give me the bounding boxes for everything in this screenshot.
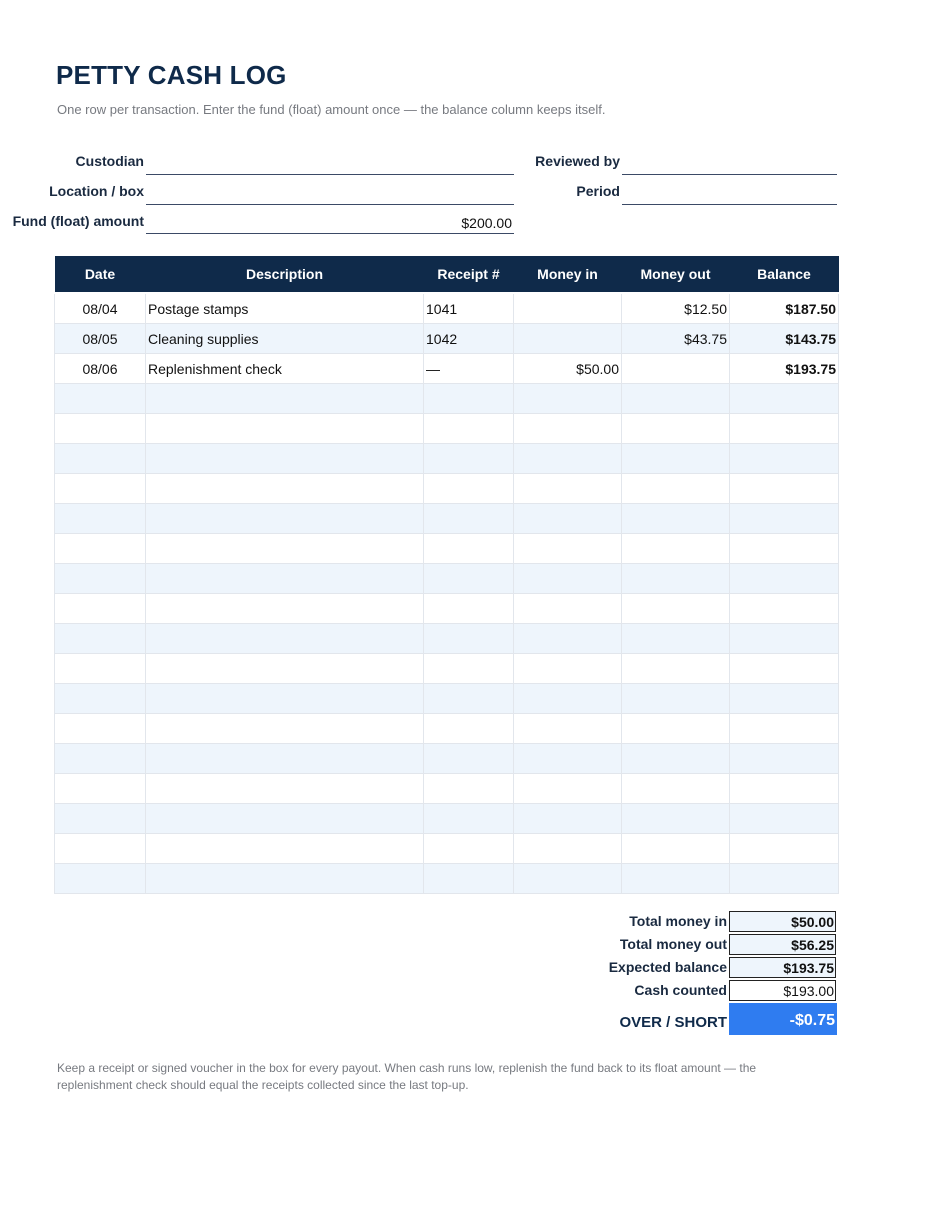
- cell-balance: [730, 744, 839, 774]
- cell-money-in[interactable]: [514, 744, 622, 774]
- cell-receipt[interactable]: [424, 744, 514, 774]
- cell-money-out[interactable]: [622, 354, 730, 384]
- period-label: Period: [576, 183, 620, 199]
- cell-date[interactable]: [55, 384, 146, 414]
- cell-balance: $187.50: [730, 293, 839, 324]
- reviewed-by-label: Reviewed by: [535, 153, 620, 169]
- cell-money-in[interactable]: [514, 714, 622, 744]
- cell-description[interactable]: [146, 714, 424, 744]
- cell-date[interactable]: [55, 564, 146, 594]
- cell-description[interactable]: [146, 744, 424, 774]
- cell-date[interactable]: [55, 534, 146, 564]
- cell-date[interactable]: 08/04: [55, 293, 146, 324]
- cell-receipt[interactable]: [424, 654, 514, 684]
- cell-money-out[interactable]: [622, 624, 730, 654]
- cell-receipt[interactable]: [424, 564, 514, 594]
- total-money-in-label: Total money in: [629, 913, 727, 929]
- cell-receipt[interactable]: 1041: [424, 293, 514, 324]
- cell-date[interactable]: [55, 414, 146, 444]
- cell-money-in[interactable]: [514, 804, 622, 834]
- reviewed-by-field[interactable]: [622, 154, 837, 175]
- cell-money-out[interactable]: [622, 744, 730, 774]
- cell-balance: [730, 864, 839, 894]
- cell-balance: [730, 534, 839, 564]
- cell-balance: [730, 834, 839, 864]
- fund-amount-field[interactable]: $200.00: [146, 213, 514, 234]
- cell-date[interactable]: [55, 654, 146, 684]
- column-header-money-in: Money in: [514, 256, 622, 293]
- column-header-receipt: Receipt #: [424, 256, 514, 293]
- table-row-empty: [55, 744, 839, 774]
- cell-description[interactable]: [146, 414, 424, 444]
- cell-date[interactable]: [55, 444, 146, 474]
- table-row-empty: [55, 624, 839, 654]
- total-money-in-value: $50.00: [729, 911, 836, 932]
- cell-description[interactable]: [146, 474, 424, 504]
- table-row-empty: [55, 834, 839, 864]
- table-row: [55, 324, 839, 354]
- cell-money-in[interactable]: [514, 774, 622, 804]
- cell-money-in[interactable]: [514, 624, 622, 654]
- cell-date[interactable]: [55, 804, 146, 834]
- cash-counted-label: Cash counted: [634, 982, 727, 998]
- period-field[interactable]: [622, 184, 837, 205]
- cell-balance: [730, 624, 839, 654]
- cell-money-in[interactable]: [514, 654, 622, 684]
- location-field[interactable]: [146, 184, 514, 205]
- over-short-value: -$0.75: [729, 1003, 837, 1035]
- cell-money-in[interactable]: [514, 594, 622, 624]
- cell-money-in[interactable]: [514, 864, 622, 894]
- cell-receipt[interactable]: [424, 684, 514, 714]
- cell-date[interactable]: [55, 714, 146, 744]
- cell-money-out[interactable]: [622, 864, 730, 894]
- table-row: [55, 354, 839, 384]
- cell-balance: [730, 594, 839, 624]
- location-label: Location / box: [49, 183, 144, 199]
- total-money-out-value: $56.25: [729, 934, 836, 955]
- cell-balance: $193.75: [730, 354, 839, 384]
- cell-money-in[interactable]: [514, 684, 622, 714]
- cell-receipt[interactable]: [424, 804, 514, 834]
- table-row-empty: [55, 654, 839, 684]
- cell-date[interactable]: [55, 864, 146, 894]
- table-row-empty: [55, 774, 839, 804]
- cell-date[interactable]: [55, 774, 146, 804]
- column-header-date: Date: [55, 256, 146, 293]
- cell-receipt[interactable]: [424, 534, 514, 564]
- transaction-table: [54, 256, 839, 894]
- cell-description[interactable]: [146, 654, 424, 684]
- cell-money-in[interactable]: [514, 324, 622, 354]
- cell-description[interactable]: Postage stamps: [146, 293, 424, 324]
- cell-money-out[interactable]: [622, 804, 730, 834]
- footnote: Keep a receipt or signed voucher in the box for every payout. When cash runs low, replenish the fund back to its float amount — the replenishment check should equal the receipts collected since the last top-up.: [57, 1061, 757, 1092]
- cell-money-in[interactable]: [514, 384, 622, 414]
- cell-date[interactable]: [55, 504, 146, 534]
- cell-description[interactable]: Cleaning supplies: [146, 324, 424, 354]
- total-money-out-label: Total money out: [619, 936, 727, 952]
- cell-money-out[interactable]: [622, 474, 730, 504]
- cell-receipt[interactable]: [424, 474, 514, 504]
- fund-amount-label: Fund (float) amount: [12, 213, 144, 229]
- cell-date[interactable]: [55, 594, 146, 624]
- cell-description[interactable]: [146, 564, 424, 594]
- cell-date[interactable]: [55, 474, 146, 504]
- table-row-empty: [55, 714, 839, 744]
- cell-receipt[interactable]: [424, 834, 514, 864]
- cell-money-in[interactable]: $50.00: [514, 354, 622, 384]
- cash-counted-input[interactable]: $193.00: [729, 980, 836, 1001]
- cell-balance: [730, 384, 839, 414]
- page-title: PETTY CASH LOG: [56, 60, 287, 90]
- table-row-empty: [55, 804, 839, 834]
- page-subtitle: One row per transaction. Enter the fund (float) amount once — the balance column keeps itself.: [57, 102, 606, 117]
- cell-date[interactable]: 08/05: [55, 324, 146, 354]
- column-header-description: Description: [146, 256, 424, 293]
- table-header-row: [55, 256, 839, 293]
- cell-receipt[interactable]: —: [424, 354, 514, 384]
- cell-money-in[interactable]: [514, 834, 622, 864]
- cell-balance: [730, 804, 839, 834]
- cell-money-out[interactable]: $43.75: [622, 324, 730, 354]
- cell-balance: [730, 474, 839, 504]
- cell-money-in[interactable]: [514, 414, 622, 444]
- table-row-empty: [55, 444, 839, 474]
- table-row-empty: [55, 474, 839, 504]
- cell-money-out[interactable]: [622, 414, 730, 444]
- cell-description[interactable]: [146, 594, 424, 624]
- cell-date[interactable]: 08/06: [55, 354, 146, 384]
- cell-description[interactable]: [146, 774, 424, 804]
- expected-balance-label: Expected balance: [608, 959, 727, 975]
- cell-date[interactable]: [55, 744, 146, 774]
- cell-receipt[interactable]: [424, 714, 514, 744]
- cell-description[interactable]: [146, 834, 424, 864]
- cell-description[interactable]: [146, 444, 424, 474]
- column-header-money-out: Money out: [622, 256, 730, 293]
- table-row-empty: [55, 414, 839, 444]
- cell-description[interactable]: [146, 684, 424, 714]
- cell-balance: [730, 504, 839, 534]
- cell-receipt[interactable]: [424, 624, 514, 654]
- cell-money-out[interactable]: [622, 684, 730, 714]
- cell-money-in[interactable]: [514, 444, 622, 474]
- cell-balance: [730, 564, 839, 594]
- custodian-field[interactable]: [146, 154, 514, 175]
- cell-balance: [730, 714, 839, 744]
- cell-money-out[interactable]: [622, 534, 730, 564]
- column-header-balance: Balance: [730, 256, 839, 293]
- cell-money-out[interactable]: [622, 774, 730, 804]
- cell-money-in[interactable]: [514, 534, 622, 564]
- cell-money-out[interactable]: [622, 564, 730, 594]
- cell-description[interactable]: [146, 804, 424, 834]
- cell-money-out[interactable]: [622, 594, 730, 624]
- table-row-empty: [55, 594, 839, 624]
- cell-balance: [730, 414, 839, 444]
- table-row-empty: [55, 534, 839, 564]
- cell-receipt[interactable]: [424, 774, 514, 804]
- over-short-label: OVER / SHORT: [619, 1014, 727, 1031]
- cell-money-out[interactable]: [622, 444, 730, 474]
- cell-receipt[interactable]: [424, 504, 514, 534]
- cell-money-out[interactable]: $12.50: [622, 293, 730, 324]
- cell-description[interactable]: [146, 624, 424, 654]
- cell-money-in[interactable]: [514, 504, 622, 534]
- cell-description[interactable]: [146, 534, 424, 564]
- cell-money-out[interactable]: [622, 504, 730, 534]
- cell-money-out[interactable]: [622, 834, 730, 864]
- cell-date[interactable]: [55, 834, 146, 864]
- table-row-empty: [55, 864, 839, 894]
- cell-receipt[interactable]: [424, 864, 514, 894]
- custodian-label: Custodian: [75, 153, 144, 169]
- table-row-empty: [55, 564, 839, 594]
- cell-description[interactable]: [146, 384, 424, 414]
- cell-receipt[interactable]: 1042: [424, 324, 514, 354]
- cell-receipt[interactable]: [424, 414, 514, 444]
- expected-balance-value: $193.75: [729, 957, 836, 978]
- table-row: [55, 293, 839, 324]
- table-row-empty: [55, 684, 839, 714]
- cell-receipt[interactable]: [424, 384, 514, 414]
- table-row-empty: [55, 504, 839, 534]
- cell-money-in[interactable]: [514, 293, 622, 324]
- cell-balance: [730, 774, 839, 804]
- cell-balance: [730, 654, 839, 684]
- cell-receipt[interactable]: [424, 444, 514, 474]
- table-body: [55, 293, 839, 894]
- cell-description[interactable]: [146, 864, 424, 894]
- cell-money-out[interactable]: [622, 714, 730, 744]
- cell-money-out[interactable]: [622, 654, 730, 684]
- cell-date[interactable]: [55, 684, 146, 714]
- cell-receipt[interactable]: [424, 594, 514, 624]
- cell-money-in[interactable]: [514, 474, 622, 504]
- cell-balance: $143.75: [730, 324, 839, 354]
- cell-money-out[interactable]: [622, 384, 730, 414]
- cell-money-in[interactable]: [514, 564, 622, 594]
- table-row-empty: [55, 384, 839, 414]
- cell-date[interactable]: [55, 624, 146, 654]
- cell-description[interactable]: [146, 504, 424, 534]
- cell-description[interactable]: Replenishment check: [146, 354, 424, 384]
- cell-balance: [730, 684, 839, 714]
- cell-balance: [730, 444, 839, 474]
